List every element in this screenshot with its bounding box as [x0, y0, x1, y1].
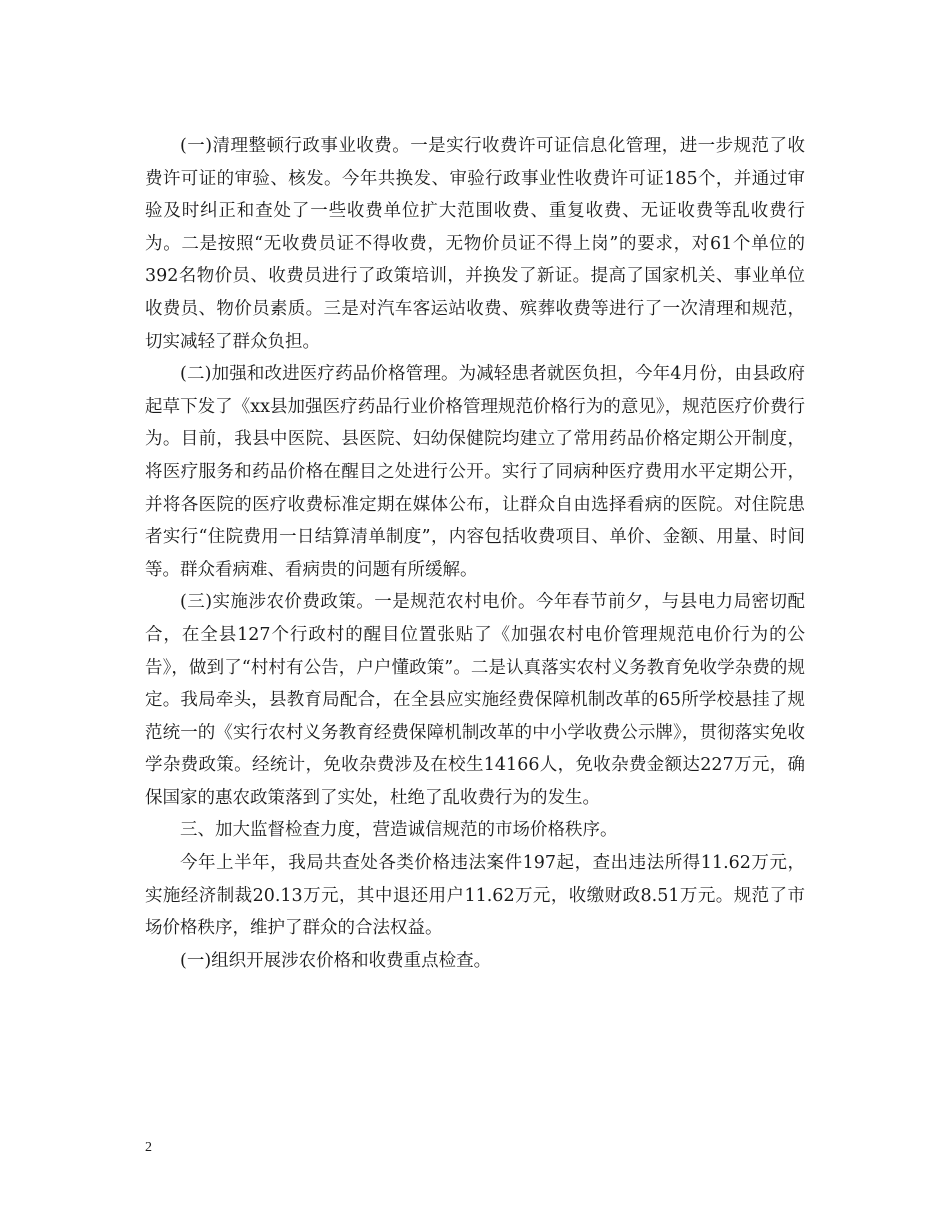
paragraph-rural-pricing: (三)实施涉农价费政策。一是规范农村电价。今年春节前夕，与县电力局密切配合，在全县127个行政村的醒目位置张贴了《加强农村电价管理规范电价行为的公告》，做到了“村村有公告，户户懂政策”。二是认真落实农村义务教育免收学杂费的规定。我局牵头，县教育局配合，在全县应实施经费保障机制改革的65所学校悬挂了规范统一的《实行农村义务教育经费保障机制改革的中小学收费公示牌》，贯彻落实免收学杂费政策。经统计，免收杂费涉及在校生14166人，免收杂费金额达227万元，确保国家的惠农政策落到了实处，杜绝了乱收费行为的发生。 [145, 592, 805, 808]
paragraph-admin-fees: (一)清理整顿行政事业收费。一是实行收费许可证信息化管理，进一步规范了收费许可证的审验、核发。今年共换发、审验行政事业性收费许可证185个，并通过审验及时纠正和查处了一些收费单位扩大范围收费、重复收费、无证收费等乱收费行为。二是按照“无收费员证不得收费，无物价员证不得上岗”的要求，对61个单位的392名物价员、收费员进行了政策培训，并换发了新证。提高了国家机关、事业单位收费员、物价员素质。三是对汽车客运站收费、殡葬收费等进行了一次清理和规范，切实减轻了群众负担。 [145, 136, 805, 352]
page-number: 2 [145, 1140, 152, 1155]
paragraph-medical-pricing: (二)加强和改进医疗药品价格管理。为减轻患者就医负担，今年4月份，由县政府起草下发了《xx县加强医疗药品行业价格管理规范价格行为的意见》，规范医疗价费行为。目前，我县中医院、县医院、妇幼保健院均建立了常用药品价格定期公开制度，将医疗服务和药品价格在醒目之处进行公开。实行了同病种医疗费用水平定期公开，并将各医院的医疗收费标准定期在媒体公布，让群众自由选择看病的医院。对住院患者实行“住院费用一日结算清单制度”，内容包括收费项目、单价、金额、用量、时间等。群众看病难、看病贵的问题有所缓解。 [145, 364, 805, 580]
paragraph-violation-cases: 今年上半年，我局共查处各类价格违法案件197起，查出违法所得11.62万元，实施经济制裁20.13万元，其中退还用户11.62万元，收缴财政8.51万元。规范了市场价格秩序，维护了群众的合法权益。 [145, 853, 805, 939]
section-heading-supervision: 三、加大监督检查力度，营造诚信规范的市场价格秩序。 [180, 820, 618, 841]
document-body [145, 130, 805, 977]
subheading-rural-inspection: (一)组织开展涉农价格和收费重点检查。 [180, 950, 492, 971]
